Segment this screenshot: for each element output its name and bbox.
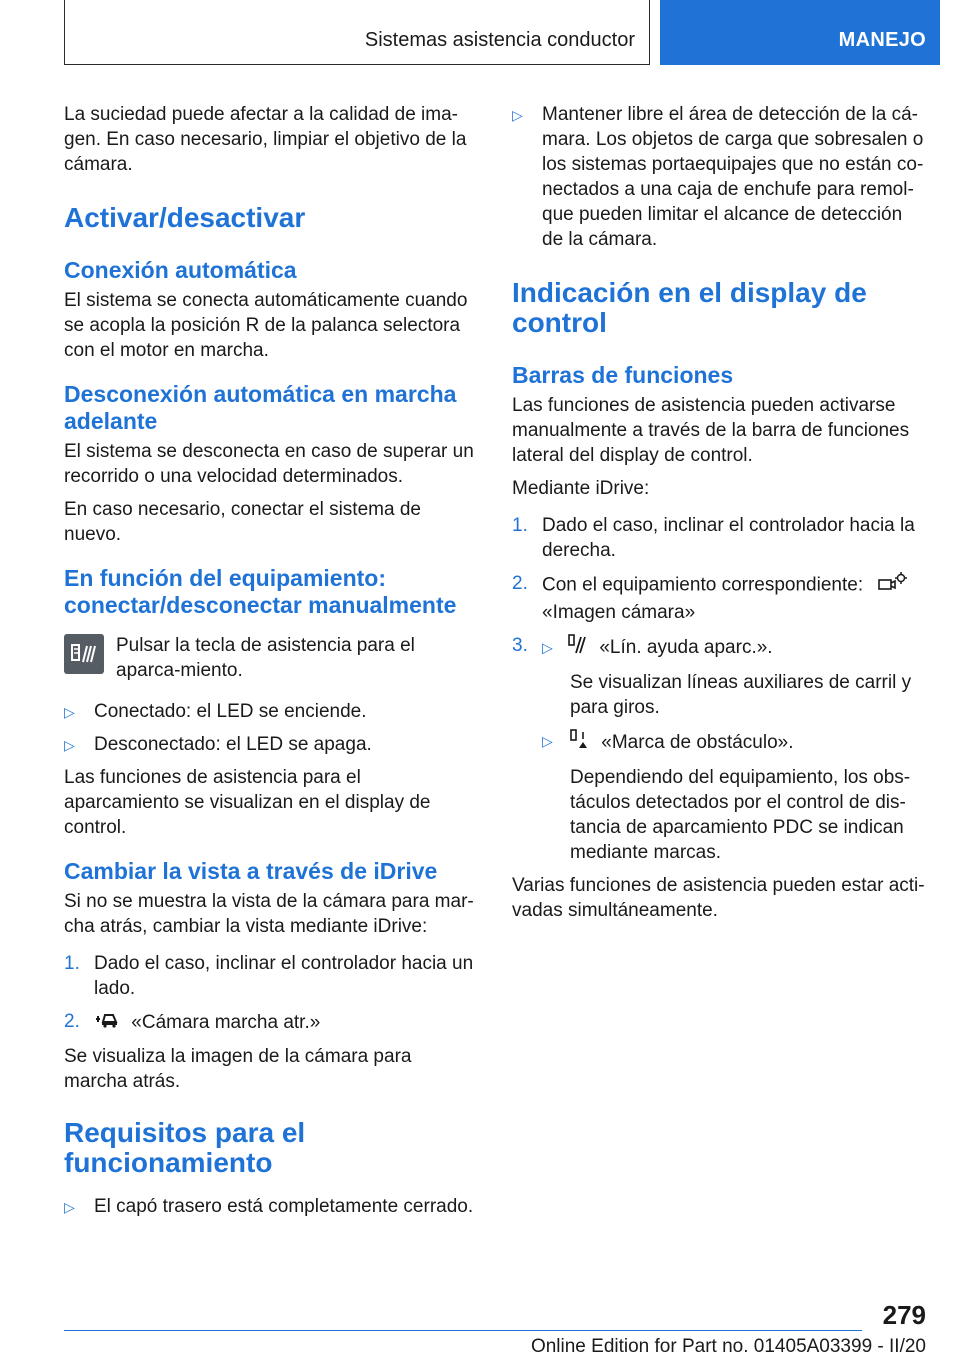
right-step-2-text-b: «Imagen cámara» — [542, 602, 696, 623]
right-step-3-number: 3. — [512, 635, 528, 656]
right-step-1 — [512, 513, 928, 563]
heading-desconexion: Desconexión automática en marcha adelante — [64, 381, 457, 434]
right-step-3-description: Se visualizan líneas auxiliares de carril y para giros. — [570, 672, 912, 718]
triangle-right-icon: ▷ — [542, 639, 553, 656]
bullet-mantener-text: Mantener libre el área de detección de la cá-mara. Los objetos de carga que sobresalen o los sistemas portaequipajes que no están co-nectados a una caja de enchufe para remol-que pueden limitar el alcance de detección de la cámara. — [542, 104, 924, 250]
footer-edition: Online Edition for Part no. 01405A03399 - II/20 — [530, 1336, 926, 1357]
right-substep-obstacle — [512, 728, 928, 757]
heading-barras: Barras de funciones — [512, 362, 734, 388]
right-step-3 — [512, 633, 928, 662]
step-2 — [64, 1009, 480, 1036]
key-instruction-text: Pulsar la tecla de asistencia para el aparca-miento. — [116, 635, 415, 681]
parking-lines-icon — [568, 633, 588, 662]
intro-paragraph: La suciedad puede afectar a la calidad de ima-gen. En caso necesario, limpiar el objetivo de la cámara. — [64, 104, 467, 175]
bullet-capo-text: El capó trasero está completamente cerrado. — [94, 1196, 474, 1217]
right-step-3-text: «Lín. ayuda aparc.». — [599, 636, 773, 658]
right-step-2-number: 2. — [512, 573, 528, 594]
heading-indicacion: Indicación en el display de control — [512, 277, 867, 338]
rear-camera-icon — [94, 1009, 120, 1036]
paragraph-varias: Varias funciones de asistencia pueden estar acti-vadas simultáneamente. — [512, 875, 925, 921]
heading-conexion: Conexión automática — [64, 257, 297, 283]
left-column — [64, 102, 480, 1219]
right-substep-obstacle-description: Dependiendo del equipamiento, los obs-táculos detectados por el control de dis-tancia de aparcamiento PDC se indican mediante marcas. — [570, 767, 911, 863]
paragraph-conexion: El sistema se conecta automáticamente cuando se acopla la posición R de la palanca selectora con el motor en marcha. — [64, 290, 468, 361]
bullet-conectado-text: Conectado: el LED se enciende. — [94, 701, 367, 722]
paragraph-mediante: Mediante iDrive: — [512, 478, 650, 499]
bullet-mantener — [512, 102, 928, 252]
paragraph-funciones: Las funciones de asistencia para el aparcamiento se visualizan en el display de control. — [64, 767, 431, 838]
chapter-tab — [660, 0, 940, 65]
step-2-number: 2. — [64, 1011, 80, 1032]
triangle-right-icon: ▷ — [64, 737, 75, 753]
right-step-2-text: Con el equipamiento correspondiente: — [542, 574, 864, 596]
right-step-2 — [512, 571, 928, 625]
right-substep-obstacle-text: «Marca de obstáculo». — [601, 731, 794, 753]
triangle-right-icon: ▷ — [542, 733, 553, 749]
paragraph-imagen: Se visualiza la imagen de la cámara para marcha atrás. — [64, 1046, 412, 1092]
bullet-desconectado — [64, 732, 480, 757]
step-1-text: Dado el caso, inclinar el controlador hacia un lado. — [94, 953, 474, 999]
triangle-right-icon: ▷ — [64, 704, 75, 720]
paragraph-desconexion-1: El sistema se desconecta en caso de superar un recorrido o una velocidad determinados. — [64, 441, 474, 487]
heading-cambiar: Cambiar la vista a través de iDrive — [64, 858, 438, 884]
bullet-capo — [64, 1194, 480, 1219]
right-column — [512, 102, 928, 923]
park-assist-key-icon — [64, 634, 104, 674]
step-2-text: «Cámara marcha atr.» — [131, 1011, 321, 1033]
paragraph-desconexion-2: En caso necesario, conectar el sistema de nuevo. — [64, 499, 421, 545]
step-1-number: 1. — [64, 953, 80, 974]
page-number: 279 — [882, 1300, 926, 1330]
triangle-right-icon: ▷ — [64, 1199, 75, 1215]
bullet-conectado — [64, 699, 480, 724]
camera-settings-icon — [876, 571, 908, 600]
step-1 — [64, 951, 480, 1001]
heading-manual: En función del equipamiento: conectar/desconectar manualmente — [64, 565, 457, 618]
header-box — [64, 0, 650, 65]
right-step-1-text: Dado el caso, inclinar el controlador hacia la derecha. — [542, 515, 915, 561]
paragraph-cambiar: Si no se muestra la vista de la cámara para mar-cha atrás, cambiar la vista mediante iDrive: — [64, 891, 474, 937]
triangle-right-icon: ▷ — [512, 107, 523, 123]
heading-activar: Activar/desactivar — [64, 202, 306, 233]
right-step-1-number: 1. — [512, 515, 528, 536]
section-title: Sistemas asistencia conductor — [364, 29, 635, 51]
heading-requisitos: Requisitos para el funcionamiento — [64, 1117, 306, 1178]
key-instruction — [64, 633, 480, 683]
footer-rule — [64, 1330, 862, 1331]
chapter-tab-label: MANEJO — [838, 29, 926, 51]
bullet-desconectado-text: Desconectado: el LED se apaga. — [94, 734, 372, 755]
obstacle-marking-icon — [570, 728, 590, 757]
paragraph-barras: Las funciones de asistencia pueden activarse manualmente a través de la barra de funciones lateral del display de control. — [512, 395, 910, 466]
